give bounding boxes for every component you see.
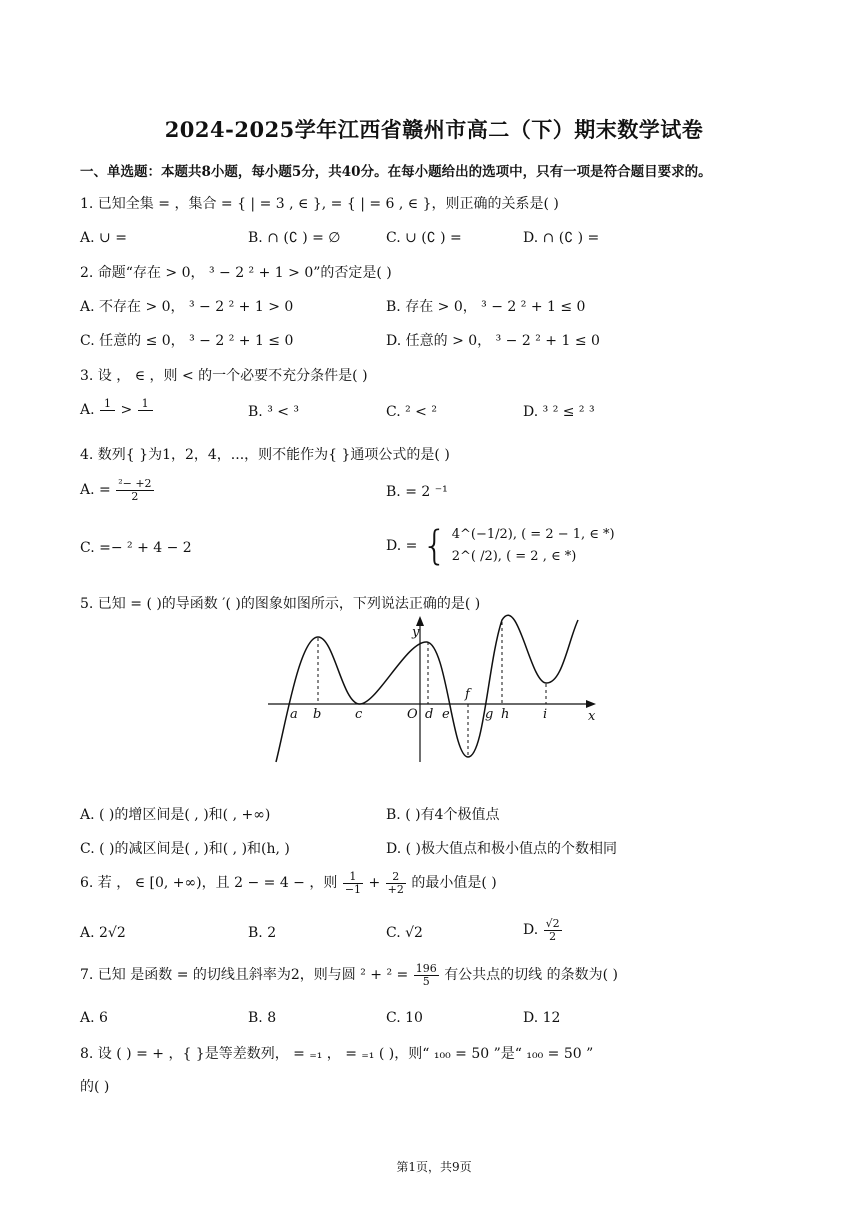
q6-fraction-2: $\frac{2}{+2}$ (387, 870, 404, 896)
q6-option-a[interactable]: A. 2√2 (80, 925, 126, 941)
q4-option-a[interactable] (80, 478, 155, 502)
page-footer: 第1页，共9页 (396, 1160, 472, 1174)
x-axis-label: x (588, 709, 596, 724)
q1-option-d[interactable]: D. ∩ (∁ ) = (523, 230, 600, 246)
q2-option-c[interactable]: C. 任意的 ≤ 0， ³ − 2 ² + 1 ≤ 0 (80, 333, 294, 349)
q3-option-d[interactable]: D. ³ ² ≤ ² ³ (523, 404, 595, 420)
label-b: b (313, 707, 322, 722)
q4-d-case-1: 4^(−1/2), ( = 2 − 1, ∈ *) (451, 527, 615, 542)
label-h: h (501, 707, 510, 722)
label-f: f (465, 687, 470, 702)
q5-option-d[interactable]: D. ( )极大值点和极小值点的个数相同 (386, 841, 617, 857)
q3-stem: 3. 设 ， ∈ ，则 < 的一个必要不充分条件是( ) (80, 368, 368, 384)
q2-stem: 2. 命题“存在 > 0， ³ − 2 ² + 1 > 0”的否定是( ) (80, 265, 392, 281)
q1-option-b[interactable]: B. ∩ (∁ ) = ∅ (248, 230, 341, 246)
q3-a-fraction-1: 1 (100, 398, 115, 422)
label-g: g (485, 707, 494, 722)
label-e: e (442, 707, 450, 722)
q4-option-b[interactable]: B. = 2 ⁻¹ (386, 484, 448, 500)
q6-d-fraction: $\frac{√2}{2}$ (545, 917, 560, 943)
q7-option-c[interactable]: C. 10 (386, 1010, 423, 1026)
q4-d-prefix: D. = (386, 538, 418, 555)
q6-d-prefix: D. (523, 922, 539, 939)
q4-a-prefix: A. = (80, 482, 111, 499)
q6-option-c[interactable]: C. √2 (386, 925, 423, 941)
q7-stem-post: 有公共点的切线 的条数为( ) (444, 967, 619, 984)
q8-line-1: 8. 设 ( ) = + ，{ }是等差数列， = ₌₁ ， = ₌₁ ( )，则“ ₁₀₀ = 50 ”是“ ₁₀₀ = 50 ” (80, 1046, 594, 1062)
section-heading: 一、单选题：本题共8小题，每小题5分，共40分。在每小题给出的选项中，只有一项是符合题目要求的。 (80, 164, 712, 180)
q7-stem (80, 963, 618, 987)
q1-stem: 1. 已知全集 = ，集合 = { | = 3 , ∈ }, = { | = 6 , ∈ }，则正确的关系是( ) (80, 196, 559, 212)
q2-option-a[interactable]: A. 不存在 > 0， ³ − 2 ² + 1 > 0 (80, 299, 294, 315)
q3-option-c[interactable]: C. ² < ² (386, 404, 437, 420)
y-axis-label: y (412, 625, 420, 640)
q4-d-case-2: 2^( /2), ( = 2 , ∈ *) (451, 549, 577, 565)
q2-option-b[interactable]: B. 存在 > 0， ³ − 2 ² + 1 ≤ 0 (386, 299, 586, 315)
q4-d-brace: { (421, 523, 448, 570)
x-axis-arrow (586, 700, 596, 708)
q6-stem-pre: 6. 若 ， ∈ [0, +∞)，且 2 − = 4 − ，则 (80, 875, 338, 892)
page-title: 2024-2025学年江西省赣州市高二（下）期末数学试卷 (164, 117, 704, 142)
q7-stem-pre: 7. 已知 是函数 = 的切线且斜率为2，则与圆 ² + ² = (80, 967, 409, 984)
q7-option-b[interactable]: B. 8 (248, 1010, 277, 1026)
q6-stem (80, 871, 497, 895)
q5-option-a[interactable]: A. ( )的增区间是( , )和( , +∞) (80, 807, 271, 823)
q3-a-fraction-2: 1 (138, 398, 153, 422)
q4-option-c[interactable]: C. =− ² + 4 − 2 (80, 540, 192, 556)
derivative-graph (262, 612, 602, 772)
q3-a-relation: > (120, 402, 133, 419)
q4-stem: 4. 数列{ }为1，2，4，...，则不能作为{ }通项公式的是( ) (80, 447, 450, 463)
q7-option-d[interactable]: D. 12 (523, 1010, 561, 1026)
q7-option-a[interactable]: A. 6 (80, 1010, 108, 1026)
q4-a-fraction: $\frac{\text{²− +2}}{2}$ (118, 477, 152, 503)
derivative-curve (276, 615, 578, 762)
label-a: a (290, 707, 298, 722)
label-c: c (355, 707, 363, 722)
q5-stem: 5. 已知 = ( )的导函数 ′( )的图象如图所示，下列说法正确的是( ) (80, 596, 481, 612)
q2-option-d[interactable]: D. 任意的 > 0， ³ − 2 ² + 1 ≤ 0 (386, 333, 600, 349)
q4-d-cases (452, 524, 615, 568)
q1-option-c[interactable]: C. ∪ (∁ ) = (386, 230, 462, 246)
q7-fraction: $\frac{196}{5}$ (415, 962, 437, 988)
q1-option-a[interactable]: A. ∪ = (80, 230, 127, 246)
label-i: i (543, 707, 548, 722)
q5-option-c[interactable]: C. ( )的减区间是( , )和( , )和(h, ) (80, 841, 290, 857)
q6-plus: + (368, 875, 381, 892)
q6-fraction-1: $\frac{1}{-1}$ (344, 870, 362, 896)
q6-option-b[interactable]: B. 2 (248, 925, 277, 941)
label-o: O (407, 707, 418, 722)
label-d: d (425, 707, 434, 722)
q5-option-b[interactable]: B. ( )有4个极值点 (386, 807, 500, 823)
q8-line-2: 的( ) (80, 1079, 110, 1095)
q4-option-d[interactable] (386, 524, 615, 568)
q3-option-b[interactable]: B. ³ < ³ (248, 404, 300, 420)
q3-a-prefix: A. (80, 402, 95, 419)
q6-stem-post: 的最小值是( ) (411, 875, 497, 892)
q6-option-d[interactable] (523, 918, 563, 942)
q3-option-a[interactable] (80, 398, 154, 422)
